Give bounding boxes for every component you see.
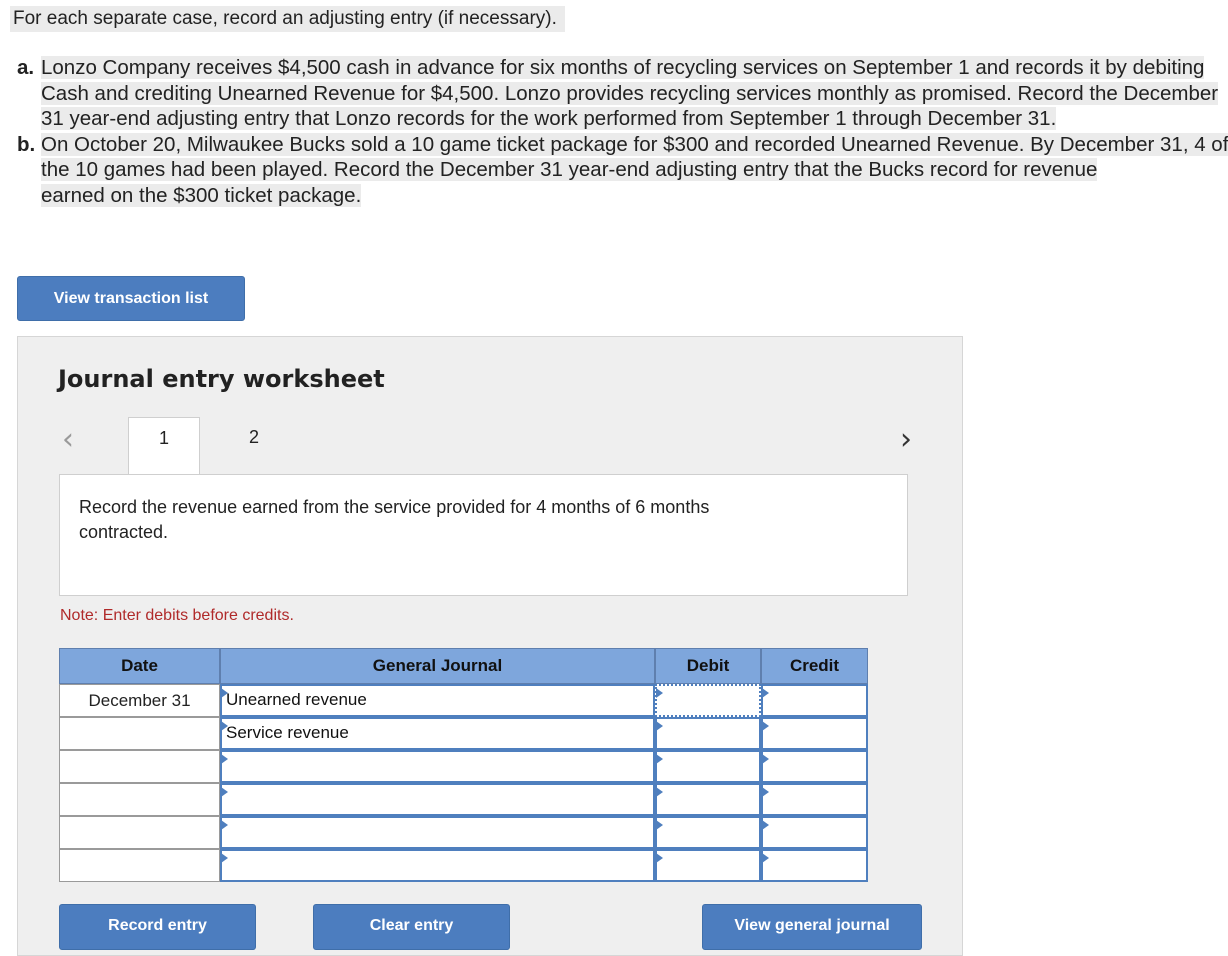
table-row: [59, 783, 868, 816]
problem-letter: b.: [17, 132, 36, 156]
problem-line: Cash and crediting Unearned Revenue for $4,500. Lonzo provides recycling services monthly as promised. Record the December: [41, 81, 1219, 105]
clear-entry-button[interactable]: Clear entry: [313, 904, 510, 950]
worksheet-title: Journal entry worksheet: [58, 365, 385, 393]
credit-input[interactable]: [761, 783, 868, 816]
date-cell: [59, 849, 220, 882]
problem-line: 31 year-end adjusting entry that Lonzo records for the work performed from September 1 through December 31.: [41, 107, 1057, 130]
credit-input[interactable]: [761, 684, 868, 717]
account-select[interactable]: [220, 750, 655, 783]
credit-input[interactable]: [761, 849, 868, 882]
credit-input[interactable]: [761, 717, 868, 750]
problem-b: [0, 132, 1228, 209]
date-cell: [59, 750, 220, 783]
problem-a: [0, 55, 1219, 132]
account-value: Unearned revenue: [226, 690, 367, 709]
account-value: Service revenue: [226, 723, 349, 742]
instruction-text: For each separate case, record an adjusting entry (if necessary).: [10, 6, 565, 32]
prompt-box: [59, 474, 908, 596]
prompt-text: Record the revenue earned from the service provided for 4 months of 6 months contracted.: [79, 497, 710, 542]
debit-input[interactable]: [655, 849, 761, 882]
debit-input[interactable]: [655, 816, 761, 849]
header-credit: Credit: [761, 648, 868, 684]
credit-input[interactable]: [761, 816, 868, 849]
account-select[interactable]: [220, 816, 655, 849]
debit-input[interactable]: [655, 684, 761, 717]
debit-input[interactable]: [655, 783, 761, 816]
problem-line: On October 20, Milwaukee Bucks sold a 10 game ticket package for $300 and recorded Unearned Revenue. By December 31, 4 of: [41, 132, 1228, 156]
tab-1[interactable]: 1: [128, 417, 200, 477]
credit-input[interactable]: [761, 750, 868, 783]
tab-2[interactable]: 2: [248, 427, 259, 447]
problem-line: earned on the $300 ticket package.: [41, 183, 362, 207]
view-general-journal-button[interactable]: View general journal: [702, 904, 922, 950]
problem-line: Lonzo Company receives $4,500 cash in advance for six months of recycling services on September 1 and records it by debiting: [41, 56, 1205, 79]
account-select[interactable]: [220, 783, 655, 816]
table-row: [59, 816, 868, 849]
date-cell: [59, 783, 220, 816]
account-select[interactable]: [220, 717, 655, 750]
header-general-journal: General Journal: [220, 648, 655, 684]
header-debit: Debit: [655, 648, 761, 684]
chevron-left-icon[interactable]: ‹: [62, 422, 74, 457]
table-row: [59, 750, 868, 783]
journal-table: [59, 648, 868, 882]
date-cell: December 31: [59, 684, 220, 717]
table-row: [59, 849, 868, 882]
problem-line: the 10 games had been played. Record the December 31 year-end adjusting entry that the Bucks record for revenue: [41, 158, 1098, 181]
journal-header-row: [59, 648, 868, 684]
journal-entry-worksheet: [17, 336, 963, 956]
table-row: [59, 684, 868, 717]
table-row: [59, 717, 868, 750]
date-cell: [59, 717, 220, 750]
debit-input[interactable]: [655, 750, 761, 783]
account-select[interactable]: [220, 849, 655, 882]
account-select[interactable]: [220, 684, 655, 717]
chevron-right-icon[interactable]: ›: [900, 422, 912, 457]
debit-input[interactable]: [655, 717, 761, 750]
record-entry-button[interactable]: Record entry: [59, 904, 256, 950]
problem-list: [0, 55, 1228, 208]
note-text: Note: Enter debits before credits.: [60, 607, 294, 624]
date-cell: [59, 816, 220, 849]
view-transaction-list-button[interactable]: View transaction list: [17, 276, 245, 321]
header-date: Date: [59, 648, 220, 684]
problem-letter: a.: [17, 56, 35, 79]
